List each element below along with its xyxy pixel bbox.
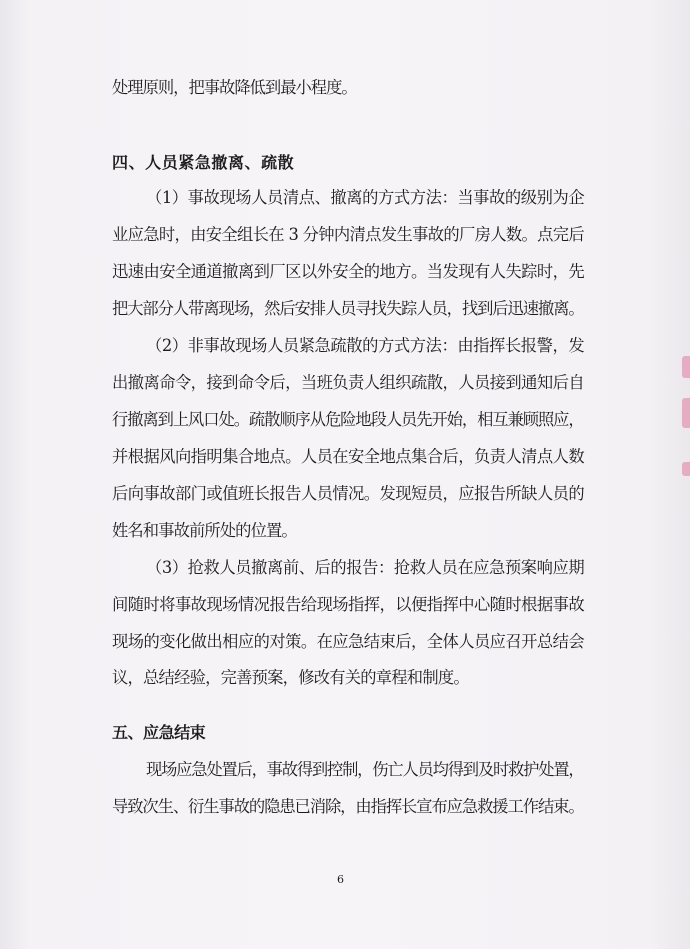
- paragraph-line: 现场的变化做出相应的对策。在应急结束后，全体人员应召开总结会: [112, 632, 585, 651]
- paragraph-line: 间随时将事故现场情况报告给现场指挥，以便指挥中心随时根据事故: [112, 595, 585, 614]
- paragraph-line: 业应急时，由安全组长在 3 分钟内清点发生事故的厂房人数。点完后: [112, 225, 584, 244]
- paragraph-line: （3）抢救人员撤离前、后的报告：抢救人员在应急预案响应期: [146, 558, 585, 577]
- paragraph-line: 议，总结经验，完善预案，修改有关的章程和制度。: [112, 668, 469, 687]
- stamp-edge-mark: [682, 462, 690, 476]
- stamp-edge-mark: [682, 398, 690, 428]
- paragraph-line: 并根据风向指明集合地点。人员在安全地点集合后，负责人清点人数: [112, 447, 585, 466]
- paragraph-line: 把大部分人带离现场，然后安排人员寻找失踪人员，找到后迅速撤离。: [112, 299, 584, 318]
- page-number: 6: [337, 873, 344, 886]
- paragraph-line: 后向事故部门或值班长报告人员情况。发现短员，应报告所缺人员的: [112, 484, 585, 503]
- paragraph-line: （1）事故现场人员清点、撤离的方式方法：当事故的级别为企: [146, 188, 585, 207]
- paragraph-line: 行撤离到上风口处。疏散顺序从危险地段人员先开始，相互兼顾照应，: [112, 410, 584, 429]
- paragraph-line: 出撤离命令，接到命令后，当班负责人组织疏散，人员接到通知后自: [112, 373, 585, 392]
- paragraph-line: 处理原则，把事故降低到最小程度。: [112, 78, 357, 97]
- stamp-edge-mark: [682, 356, 690, 378]
- section-heading-end: 五、应急结束: [112, 723, 206, 742]
- paragraph-line: （2）非事故现场人员紧急疏散的方式方法：由指挥长报警，发: [146, 336, 585, 355]
- section-heading-evacuation: 四、人员紧急撤离、疏散: [112, 153, 295, 172]
- paragraph-line: 姓名和事故前所处的位置。: [112, 521, 297, 540]
- paragraph-line: 导致次生、衍生事故的隐患已消除，由指挥长宣布应急救援工作结束。: [112, 797, 584, 816]
- paragraph-line: 迅速由安全通道撤离到厂区以外安全的地方。当发现有人失踪时，先: [112, 262, 585, 281]
- paragraph-line: 现场应急处置后，事故得到控制，伤亡人员均得到及时救护处置，: [146, 760, 584, 779]
